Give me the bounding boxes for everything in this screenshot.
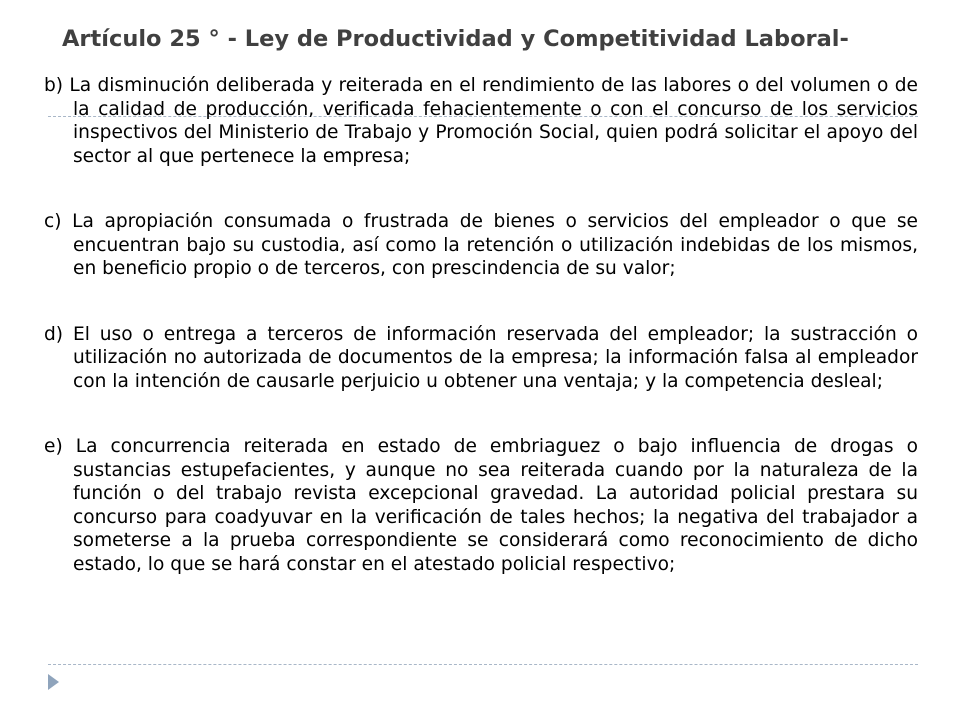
page-title: Artículo 25 ° - Ley de Productividad y Competitividad Laboral- bbox=[62, 26, 849, 52]
paragraph-label: c) bbox=[44, 211, 73, 232]
paragraph-text: La concurrencia reiterada en estado de embriaguez o bajo influencia de drogas o sustancias estupefacientes, y aunque no sea reiterada cuando por la naturaleza de la función o del trabajo revista excepcional gravedad. La autoridad policial prestara su concurso para coadyuvar en la verificación de tales hechos; la negativa del trabajador a someterse a la prueba correspondiente se considerará como reconocimiento de dicho estado, lo que se hará constar en el atestado policial respectivo; bbox=[73, 436, 918, 575]
paragraph-c bbox=[44, 210, 918, 281]
paragraph-text: La disminución deliberada y reiterada en el rendimiento de las labores o del volumen o de la calidad de producción, verificada fehacientemente o con el concurso de los servicios inspectivos del Ministerio de Trabajo y Promoción Social, quien podrá solicitar el apoyo del sector al que pertenece la empresa; bbox=[69, 75, 918, 167]
paragraph-text: La apropiación consumada o frustrada de bienes o servicios del empleador o que se encuentran bajo su custodia, así como la retención o utilización indebidas de los mismos, en beneficio propio o de terceros, con prescindencia de su valor; bbox=[72, 211, 918, 279]
article-body bbox=[44, 74, 918, 576]
paragraph-label: e) bbox=[44, 436, 76, 457]
decorative-divider-bottom bbox=[48, 664, 918, 665]
triangle-bullet-icon bbox=[48, 674, 59, 690]
paragraph-b bbox=[44, 74, 918, 168]
paragraph-d bbox=[44, 323, 918, 394]
paragraph-e bbox=[44, 435, 918, 576]
paragraph-text: El uso o entrega a terceros de información reservada del empleador; la sustracción o utilización no autorizada de documentos de la empresa; la información falsa al empleador con la intención de causarle perjuicio u obtener una ventaja; y la competencia desleal; bbox=[72, 323, 918, 392]
paragraph-label: b) bbox=[44, 75, 70, 96]
paragraph-label: d) bbox=[44, 323, 73, 345]
